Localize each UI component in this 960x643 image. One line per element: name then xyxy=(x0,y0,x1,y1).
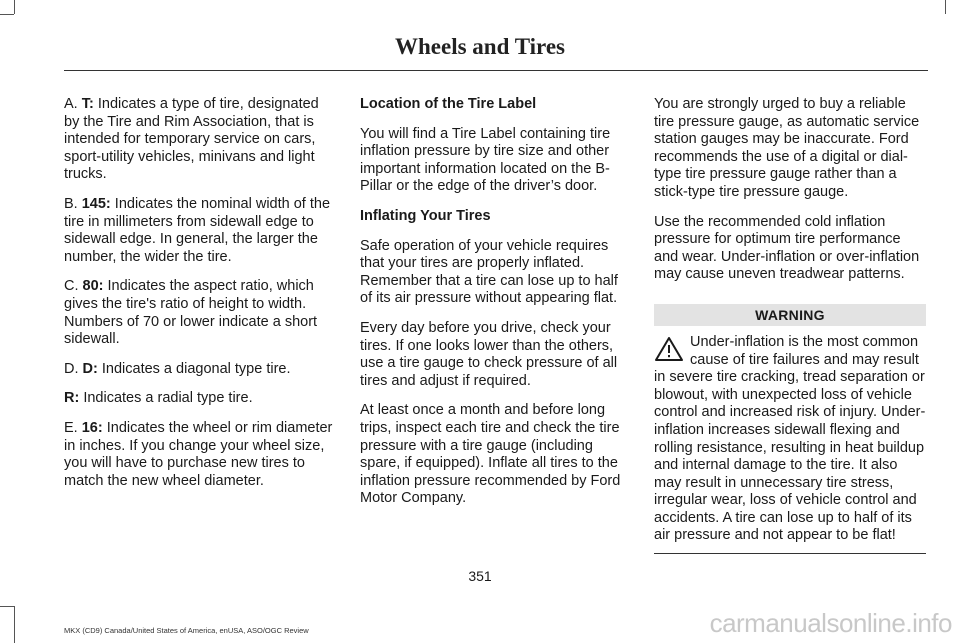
definition-item: R: Indicates a radial type tire. xyxy=(64,390,253,407)
crop-mark xyxy=(945,0,946,14)
section-heading: Inflating Your Tires xyxy=(360,207,491,224)
warning-label: WARNING xyxy=(654,304,926,326)
watermark: carmanualsonline.info xyxy=(709,608,952,638)
definition-item: D. D: Indicates a diagonal type tire. xyxy=(64,360,291,377)
document-info: MKX (CD9) Canada/United States of America, enUSA, ASO/OGC Review xyxy=(64,626,309,635)
warning-end-rule xyxy=(654,553,926,554)
crop-mark xyxy=(14,0,15,14)
section-heading: Location of the Tire Label xyxy=(360,96,537,112)
header-divider xyxy=(64,70,928,71)
definition-item: E. 16: Indicates the wheel or rim diameter in inches. If you change your wheel size, you will have to purchase new tires to match the new wheel diameter. xyxy=(64,419,333,489)
definition-item: A. T: Indicates a type of tire, designated by the Tire and Rim Association, that is intended for temporary service on cars, sport-utility vehicles, minivans and light trucks. xyxy=(64,96,319,183)
crop-mark xyxy=(0,606,14,607)
page-title: Wheels and Tires xyxy=(395,34,565,59)
crop-mark xyxy=(14,606,15,643)
definition-item: B. 145: Indicates the nominal width of the tire in millimeters from sidewall edge to sidewall edge. In general, the larger the number, the wider the tire. xyxy=(64,195,331,265)
column-1 xyxy=(64,96,336,502)
crop-mark xyxy=(0,14,14,15)
column-3 xyxy=(654,96,926,554)
paragraph: You are strongly urged to buy a reliable tire pressure gauge, as automatic service station gauges may be inaccurate. Ford recommends the use of a digital or dial-type tire pressure gauge rather than a stick-type tire pressure gauge. xyxy=(654,96,920,200)
paragraph: Every day before you drive, check your tires. If one looks lower than the others, use a tire gauge to check pressure of all tires and adjust if required. xyxy=(360,319,618,389)
warning-triangle-icon xyxy=(654,336,684,362)
page-number: 351 xyxy=(468,568,492,584)
warning-text: Under-inflation is the most common cause of tire failures and may result in severe tire cracking, tread separation or blowout, with unexpected loss of vehicle control and increased risk of injury. Under-inflation increases sidewall flexing and rolling resistance, resulting in heat buildup and internal damage to the tire. It also may result in unnecessary tire stress, irregular wear, loss of vehicle control and accidents. A tire can lose up to half of its air pressure and not appear to be flat! xyxy=(654,333,926,544)
paragraph: Use the recommended cold inflation pressure for optimum tire performance and wear. Under-inflation or over-inflation may cause uneven treadwear patterns. xyxy=(654,213,920,283)
paragraph: At least once a month and before long trips, inspect each tire and check the tire pressure with a tire gauge (including spare, if equipped). Inflate all tires to the inflation pressure recommended by Ford Motor Company. xyxy=(360,402,621,507)
warning-box xyxy=(654,334,926,545)
paragraph: You will find a Tire Label containing tire inflation pressure by tire size and other important information located on the B-Pillar or the edge of the driver’s door. xyxy=(360,125,611,195)
definition-item: C. 80: Indicates the aspect ratio, which gives the tire's ratio of height to width. Numbers of 70 or lower indicate a short sidewall. xyxy=(64,278,318,348)
column-2 xyxy=(360,96,632,520)
paragraph: Safe operation of your vehicle requires that your tires are properly inflated. Remember that a tire can lose up to half of its air pressure without appearing flat. xyxy=(360,237,618,307)
